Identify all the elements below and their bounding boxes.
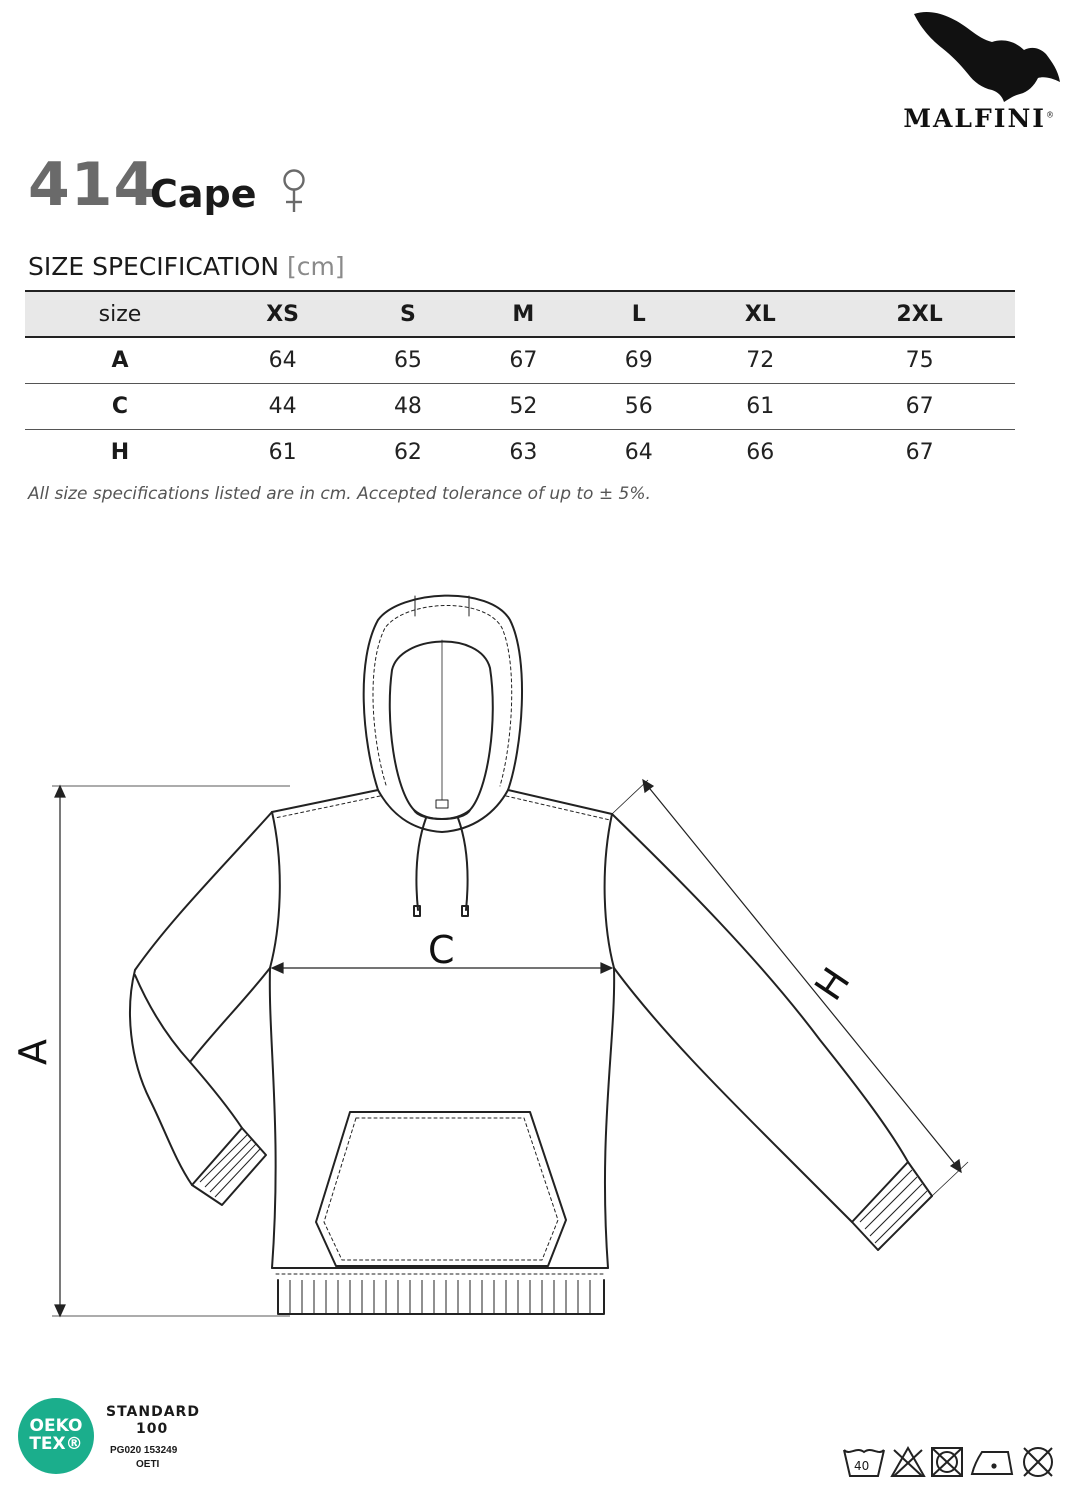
care-symbols xyxy=(840,1442,1062,1482)
table-header-cell: M xyxy=(512,301,535,327)
table-cell: 52 xyxy=(509,393,538,419)
oeko-standard: STANDARD xyxy=(106,1404,200,1420)
table-cell: 62 xyxy=(393,439,422,465)
table-cell: 67 xyxy=(905,393,934,419)
table-cell: 67 xyxy=(509,347,538,373)
table-header-cell: S xyxy=(400,301,416,327)
table-cell: 64 xyxy=(624,439,653,465)
spec-unit: [cm] xyxy=(287,252,345,281)
tolerance-note: All size specifications listed are in cm. Accepted tolerance of up to ± 5%. xyxy=(28,484,651,504)
table-cell: 69 xyxy=(624,347,653,373)
row-label: A xyxy=(111,347,129,373)
table-header-cell: XS xyxy=(266,301,300,327)
hoodie-outline-icon xyxy=(0,560,1080,1340)
oeko-line2: TEX® xyxy=(29,1434,83,1454)
table-cell: 72 xyxy=(746,347,775,373)
no-dry-clean-icon xyxy=(1024,1448,1052,1476)
table-header-cell: 2XL xyxy=(896,301,943,327)
table-cell: 61 xyxy=(746,393,775,419)
brand-logo xyxy=(892,8,1062,136)
iron-low-icon xyxy=(972,1452,1012,1474)
table-cell: 66 xyxy=(746,439,775,465)
oeko-institute: OETI xyxy=(136,1459,160,1470)
dimension-label-a: A xyxy=(11,1039,55,1065)
female-symbol-icon xyxy=(281,168,307,214)
table-header-cell: size xyxy=(98,301,142,327)
table-header-cell: XL xyxy=(744,301,776,327)
table-cell: 61 xyxy=(268,439,297,465)
row-label: H xyxy=(110,439,130,465)
table-row xyxy=(25,383,1015,429)
no-bleach-icon xyxy=(892,1448,924,1476)
table-cell: 56 xyxy=(624,393,653,419)
size-table xyxy=(25,290,1015,475)
oeko-tex-badge xyxy=(18,1398,198,1478)
brand-name: MALFINI® xyxy=(903,104,1056,133)
table-row xyxy=(25,337,1015,383)
row-label: C xyxy=(111,393,129,419)
table-cell: 63 xyxy=(509,439,538,465)
table-cell: 64 xyxy=(268,347,297,373)
table-header-row xyxy=(25,291,1015,337)
no-tumble-dry-icon xyxy=(932,1448,962,1476)
dimension-label-c: C xyxy=(428,928,455,972)
table-cell: 75 xyxy=(905,347,934,373)
table-cell: 48 xyxy=(393,393,422,419)
table-header-cell: L xyxy=(631,301,646,327)
table-cell: 65 xyxy=(393,347,422,373)
spec-title: SIZE SPECIFICATION [cm] xyxy=(28,252,345,281)
eagle-icon xyxy=(912,8,1062,103)
table-row xyxy=(25,429,1015,475)
product-model: Cape xyxy=(150,172,257,216)
table-cell: 67 xyxy=(905,439,934,465)
table-cell: 44 xyxy=(268,393,297,419)
dimension-label-h: H xyxy=(806,959,859,1009)
oeko-line1: OEKO xyxy=(29,1416,83,1436)
wash-temperature: 40 xyxy=(854,1459,870,1473)
oeko-code: PG020 153249 xyxy=(110,1445,178,1456)
product-code: 414 xyxy=(28,150,157,220)
oeko-number: 100 xyxy=(136,1421,169,1437)
